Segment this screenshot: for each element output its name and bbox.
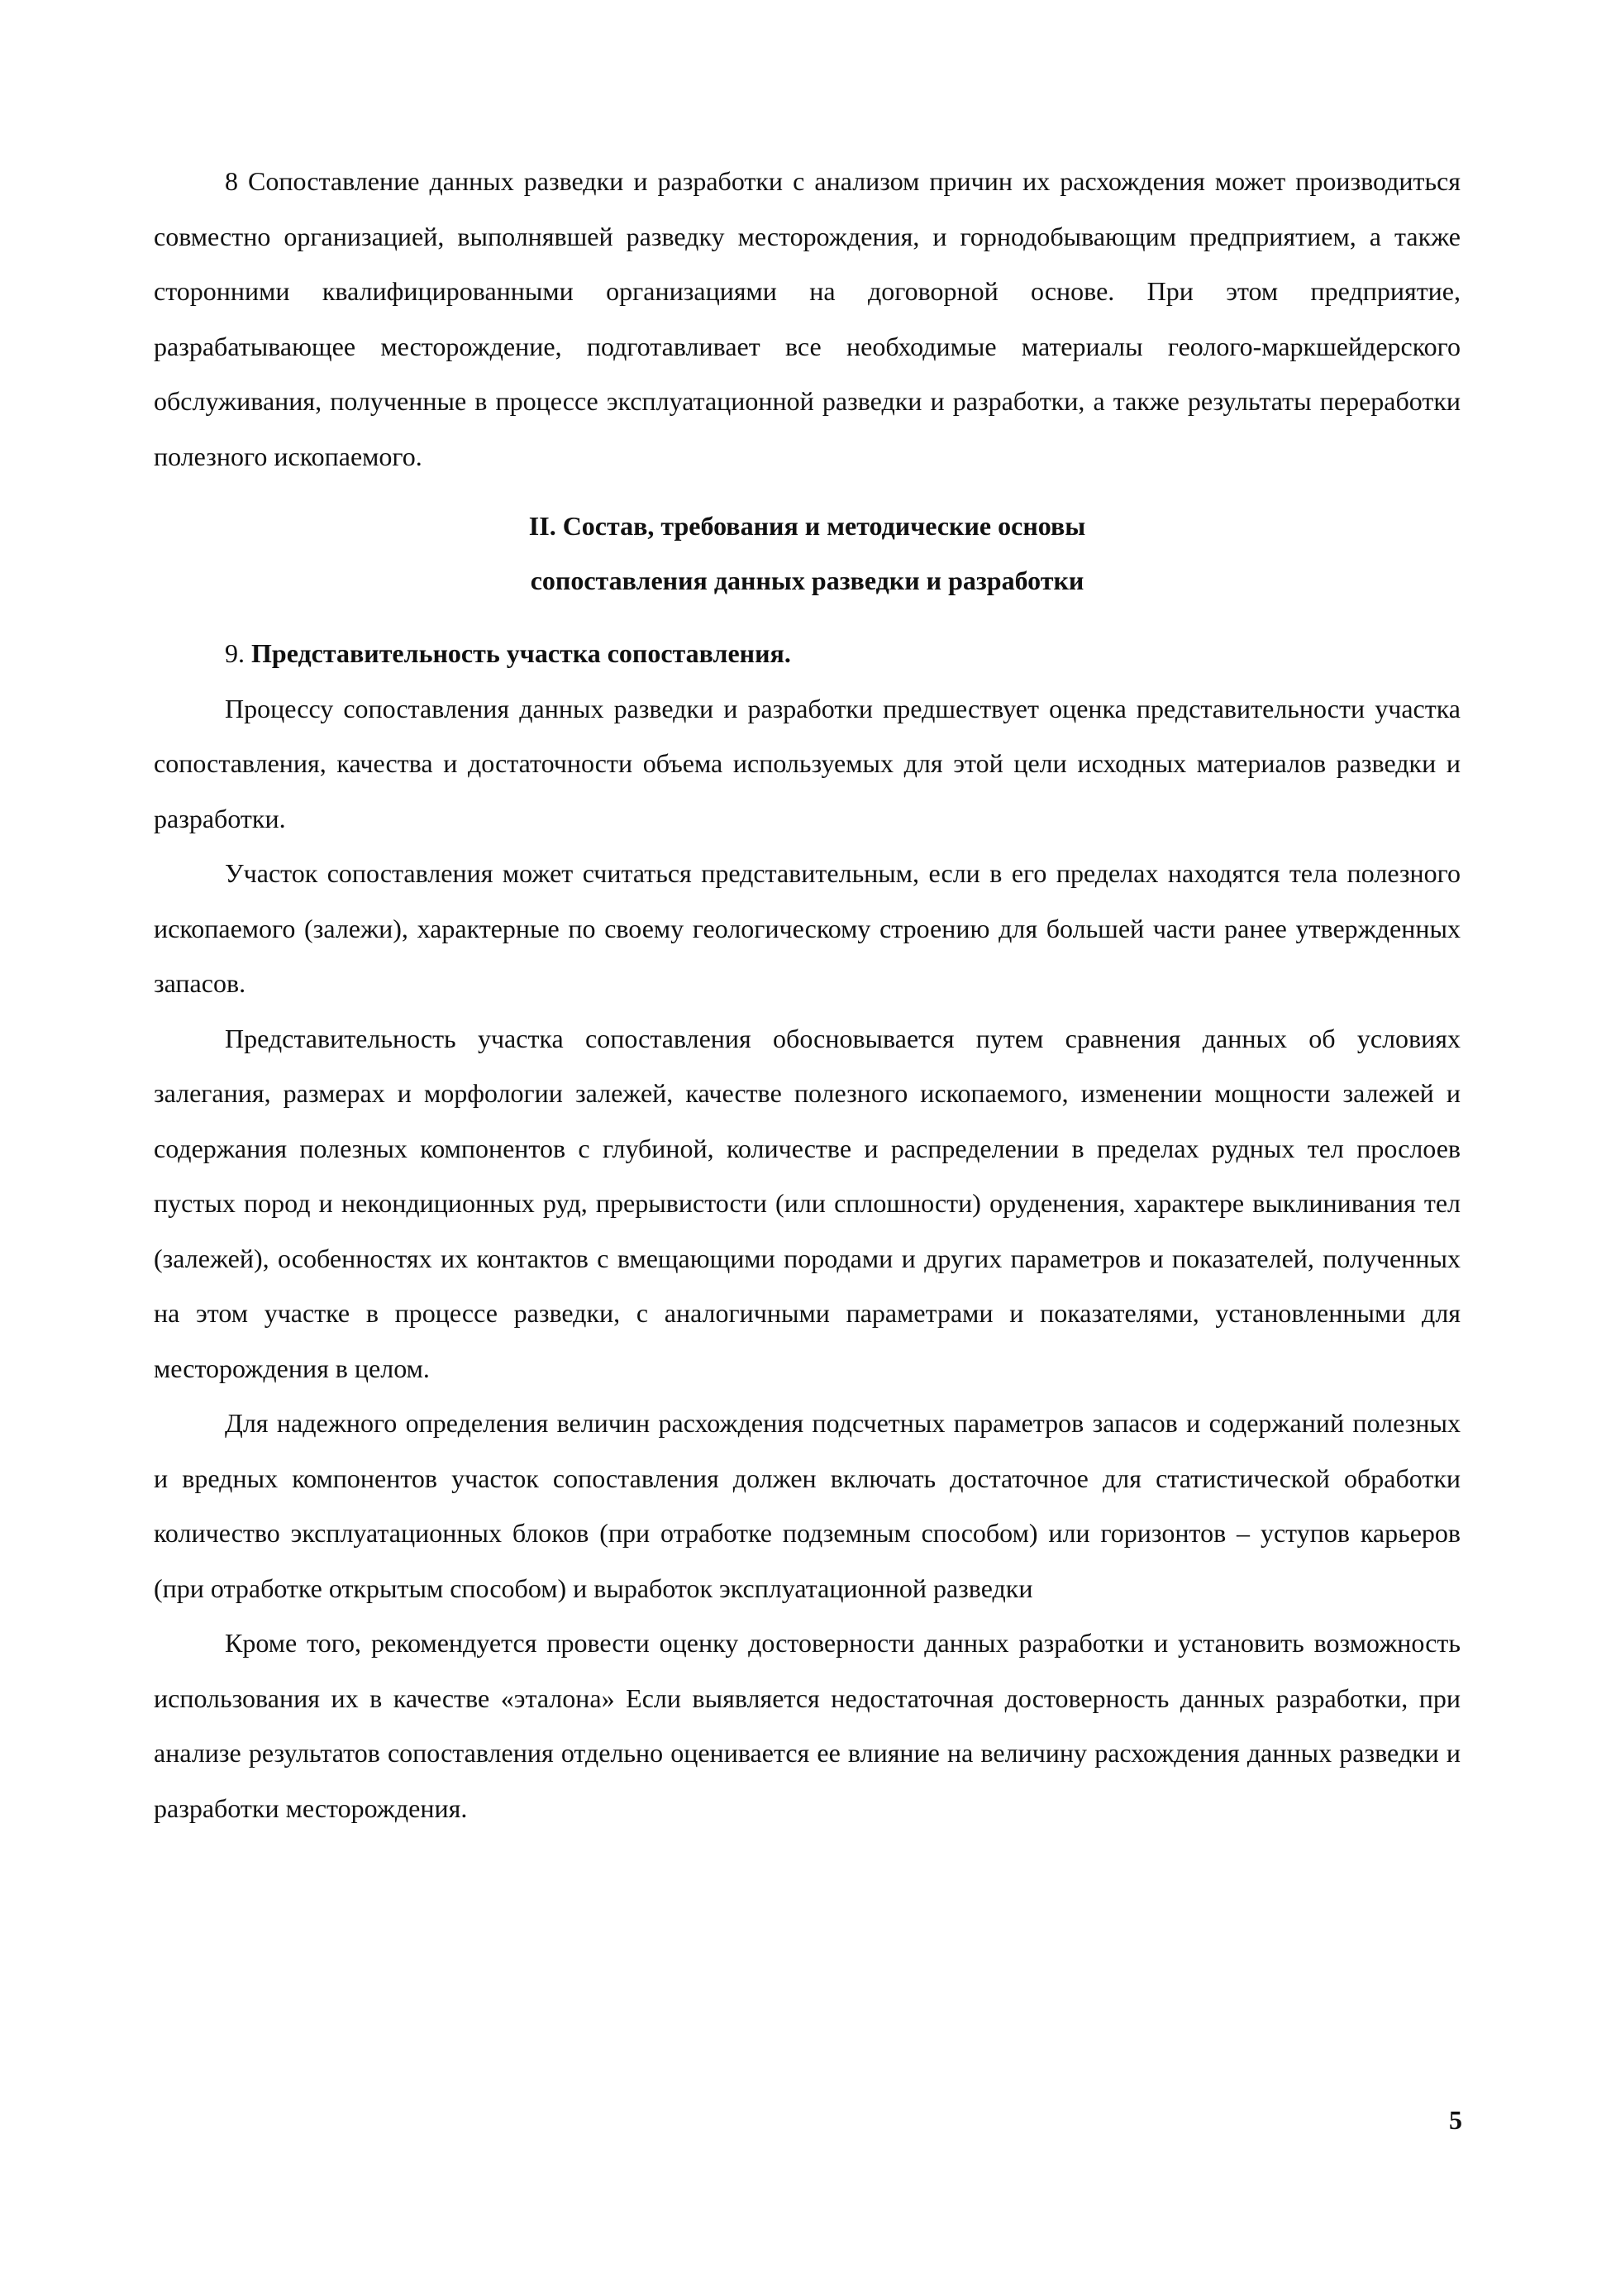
section-heading (154, 499, 1461, 608)
page-number: 5 (1449, 2105, 1462, 2135)
document-body (154, 154, 1461, 1835)
paragraph-reliable-determination: Для надежного определения величин расхождения подсчетных параметров запасов и содержаний полезных и вредных компонентов участок сопоставления должен включать достаточное для статистической обработки количество эксплуатационных блоков (при отработке подземным способом) или горизонтов – уступов карьеров (при отработке открытым способом) и выработок эксплуатационной разведки (154, 1408, 1461, 1603)
paragraph-preceding-assessment: Процессу сопоставления данных разведки и разработки предшествует оценка представительности участка сопоставления, качества и достаточности объема используемых для этой цели исходных материалов разведки и разработки. (154, 693, 1461, 833)
paragraph-reliability-assessment: Кроме того, рекомендуется провести оценку достоверности данных разработки и установить возможность использования их в качестве «эталона» Если выявляется недостаточная достоверность данных разработки, при анализе результатов сопоставления отдельно оценивается ее влияние на величину расхождения данных разведки и разработки месторождения. (154, 1628, 1461, 1823)
section-heading-line-1: II. Состав, требования и методические основы (528, 511, 1086, 541)
paragraph-8: 8 Сопоставление данных разведки и разработки с анализом причин их расхождения может производиться совместно организацией, выполнявшей разведку месторождения, и горнодобывающим предприятием, а также сторонними квалифицированными организациями на договорной основе. При этом предприятие, разрабатывающее месторождение, подготавливает все необходимые материалы геолого-маркшейдерского обслуживания, полученные в процессе эксплуатационной разведки и разработки, а также результаты переработки полезного ископаемого. (154, 166, 1461, 471)
item-9-heading (154, 626, 1461, 681)
item-9-title: Представительность участка сопоставления. (251, 638, 791, 668)
item-9-number: 9. (225, 638, 245, 668)
paragraph-representative-area: Участок сопоставления может считаться представительным, если в его пределах находятся тела полезного ископаемого (залежи), характерные по своему геологическому строению для большей части ранее утвержденных запасов. (154, 858, 1461, 998)
section-heading-line-2: сопоставления данных разведки и разработки (530, 566, 1084, 595)
paragraph-representativeness-justification: Представительность участка сопоставления обосновывается путем сравнения данных об условиях залегания, размерах и морфологии залежей, качестве полезного ископаемого, изменении мощности залежей и содержания полезных компонентов с глубиной, количестве и распределении в пределах рудных тел прослоев пустых пород и некондиционных руд, прерывистости (или сплошности) оруденения, характере выклинивания тел (залежей), особенностях их контактов с вмещающими породами и других параметров и показателей, полученных на этом участке в процессе разведки, с аналогичными параметрами и показателями, установленными для месторождения в целом. (154, 1023, 1461, 1383)
